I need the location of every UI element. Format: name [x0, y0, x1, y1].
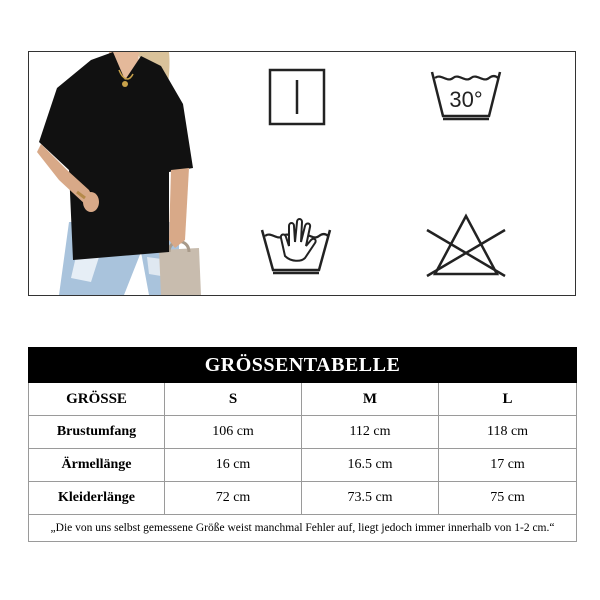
header-size-m: M [302, 383, 439, 416]
row-label-kleiderlaenge: Kleiderlänge [29, 482, 165, 515]
hand-wash-icon [259, 212, 333, 281]
header-size-s: S [165, 383, 302, 416]
cell-value: 16 cm [165, 449, 302, 482]
cell-value: 72 cm [165, 482, 302, 515]
table-title-row [29, 348, 577, 383]
header-size-label: GRÖSSE [29, 383, 165, 416]
table-row [29, 449, 577, 482]
table-header-row [29, 383, 577, 416]
cell-value: 112 cm [302, 416, 439, 449]
do-not-bleach-icon [423, 212, 509, 285]
wash-temperature-label: 30° [449, 87, 483, 112]
cell-value: 118 cm [439, 416, 577, 449]
row-label-brustumfang: Brustumfang [29, 416, 165, 449]
wash-30-icon [429, 66, 503, 127]
table-title: GRÖSSENTABELLE [29, 348, 577, 383]
cell-value: 17 cm [439, 449, 577, 482]
care-panel [28, 51, 576, 296]
size-table [28, 347, 577, 542]
cell-value: 106 cm [165, 416, 302, 449]
model-tshirt-illustration [29, 52, 239, 295]
cell-value: 75 cm [439, 482, 577, 515]
tumble-dry-icon [267, 67, 327, 132]
table-row [29, 416, 577, 449]
product-photo [29, 52, 239, 295]
cell-value: 16.5 cm [302, 449, 439, 482]
table-row [29, 482, 577, 515]
cell-value: 73.5 cm [302, 482, 439, 515]
header-size-l: L [439, 383, 577, 416]
row-label-aermellaenge: Ärmellänge [29, 449, 165, 482]
table-note-row [29, 515, 577, 542]
measurement-note: „Die von uns selbst gemessene Größe weist manchmal Fehler auf, liegt jedoch immer innerhalb von 1-2 cm.“ [29, 515, 577, 542]
